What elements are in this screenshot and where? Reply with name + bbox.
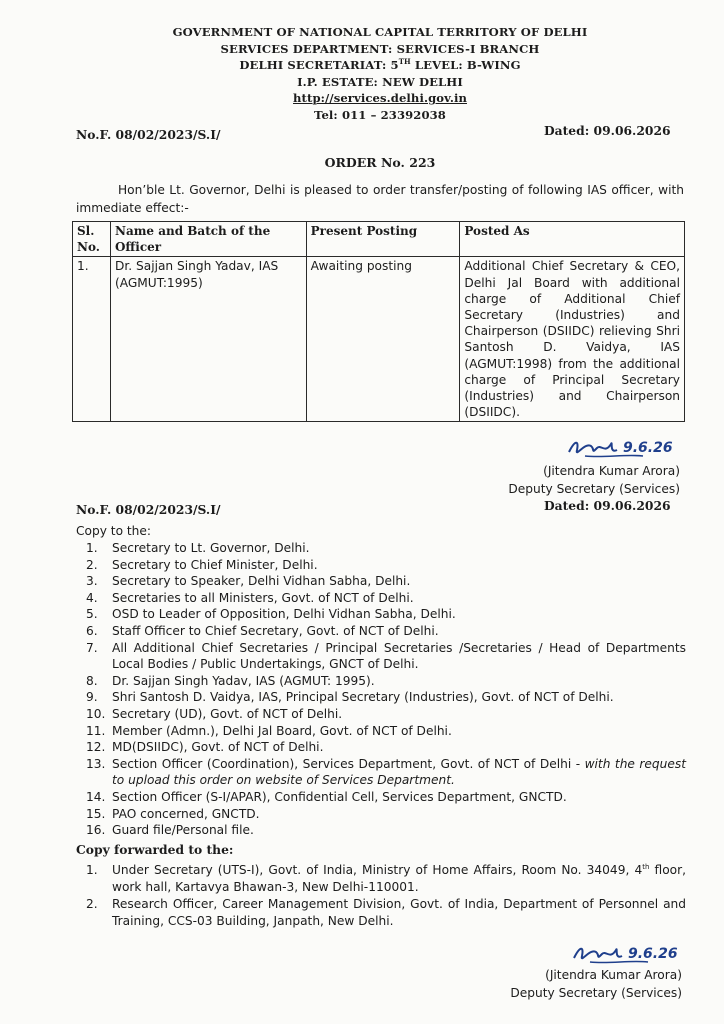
item-text-main: Section Officer (Coordination), Services Department, Govt. of NCT of Delhi -: [112, 756, 585, 771]
handwritten-signature: [570, 938, 690, 966]
item-text: All Additional Chief Secretaries / Principal Secretaries /Secretaries / Head of Departments Local Bodies / Public Undertakings, GNCT of Delhi.: [112, 640, 686, 672]
signatory-name: (Jitendra Kumar Arora): [543, 464, 680, 478]
item-number: 2.: [86, 557, 98, 572]
handwritten-signature: [565, 432, 685, 462]
govt-line: GOVERNMENT OF NATIONAL CAPITAL TERRITORY OF DELHI: [172, 25, 588, 39]
item-text: Shri Santosh D. Vaidya, IAS, Principal Secretary (Industries), Govt. of NCT of Delhi.: [112, 690, 614, 705]
signatory-name: (Jitendra Kumar Arora): [545, 968, 682, 982]
item-text: Guard file/Personal file.: [112, 823, 254, 838]
order-intro-text: Hon’ble Lt. Governor, Delhi is pleased to order transfer/posting of following IAS officer, with immediate effect:-: [76, 183, 684, 215]
item-text-post: floor, work hall, Kartavya Bhawan-3, New Delhi-110001.: [112, 863, 686, 894]
item-number: 8.: [86, 673, 98, 688]
table-row: [73, 257, 685, 422]
item-number: 5.: [86, 607, 98, 622]
item-text-sup: th: [642, 862, 650, 871]
list-item: [76, 756, 686, 789]
copy-date: Dated: 09.06.2026: [544, 498, 671, 513]
item-number: 12.: [86, 740, 106, 755]
estate-line: I.P. ESTATE: NEW DELHI: [297, 74, 463, 89]
list-item: [76, 540, 686, 557]
item-number: 6.: [86, 623, 98, 638]
order-title: ORDER No. 223: [324, 155, 436, 170]
header-name-batch: Name and Batch of the Officer: [110, 222, 306, 257]
item-number: 10.: [86, 706, 106, 721]
item-text: Secretary to Lt. Governor, Delhi.: [112, 541, 310, 555]
copy-forwarded-list: [76, 862, 686, 930]
list-item: [76, 689, 686, 706]
posting-table: [72, 221, 685, 422]
list-item: [76, 862, 686, 896]
item-number: 15.: [86, 806, 106, 821]
department-line: SERVICES DEPARTMENT: SERVICES-I BRANCH: [220, 41, 540, 56]
item-text: Dr. Sajjan Singh Yadav, IAS (AGMUT: 1995).: [112, 673, 375, 688]
cell-present-posting: Awaiting posting: [306, 257, 460, 422]
list-item: [76, 896, 686, 930]
header-present-posting: Present Posting: [306, 222, 460, 257]
item-text: Secretary to Speaker, Delhi Vidhan Sabha, Delhi.: [112, 574, 411, 589]
item-text: MD(DSIIDC), Govt. of NCT of Delhi.: [112, 740, 324, 755]
list-item: [76, 739, 686, 756]
letterhead: [0, 24, 724, 123]
website-link[interactable]: http://services.delhi.gov.in: [293, 91, 467, 105]
telephone-line: Tel: 011 – 23392038: [314, 107, 446, 122]
list-item: [76, 789, 686, 806]
item-number: 7.: [86, 640, 98, 655]
list-item: [76, 590, 686, 607]
list-item: [76, 573, 686, 590]
item-text: Staff Officer to Chief Secretary, Govt. of NCT of Delhi.: [112, 623, 439, 638]
copy-ref-number: No.F. 08/02/2023/S.I/: [76, 502, 221, 517]
signature-block-2: [470, 938, 682, 1002]
item-number: 14.: [86, 789, 106, 804]
copy-forwarded-label: Copy forwarded to the:: [76, 842, 234, 857]
list-item: [76, 673, 686, 690]
item-text: PAO concerned, GNCTD.: [112, 806, 260, 821]
item-text: Secretary (UD), Govt. of NCT of Delhi.: [112, 706, 343, 721]
item-number: 1.: [86, 541, 98, 555]
signatory-designation: Deputy Secretary (Services): [510, 986, 682, 1000]
item-text: Secretaries to all Ministers, Govt. of NCT of Delhi.: [112, 590, 414, 605]
item-number: 13.: [86, 756, 106, 771]
item-number: 2.: [86, 897, 98, 911]
list-item: [76, 557, 686, 574]
list-item: [76, 706, 686, 723]
secretariat-line-sup: TH: [398, 57, 411, 67]
copy-to-label: Copy to the:: [76, 524, 152, 538]
list-item: [76, 606, 686, 623]
item-text: Research Officer, Career Management Division, Govt. of India, Department of Personnel and Training, CCS-03 Building, Janpath, New Delhi.: [112, 897, 686, 928]
secretariat-line-pre: DELHI SECRETARIAT: 5: [239, 58, 399, 72]
item-text: Section Officer (S-I/APAR), Confidential Cell, Services Department, GNCTD.: [112, 789, 567, 804]
item-text: Secretary to Chief Minister, Delhi.: [112, 557, 318, 572]
cell-officer-name: Dr. Sajjan Singh Yadav, IAS (AGMUT:1995): [110, 257, 306, 422]
list-item: [76, 640, 686, 673]
signature-date-scribble: 9.6.26: [628, 946, 678, 962]
copy-to-list: [76, 540, 686, 839]
item-number: 3.: [86, 574, 98, 589]
order-ref-number: No.F. 08/02/2023/S.I/: [76, 127, 221, 142]
list-item: [76, 623, 686, 640]
item-number: 16.: [86, 823, 106, 838]
item-text-pre: Under Secretary (UTS-I), Govt. of India, Ministry of Home Affairs, Room No. 34049, 4: [112, 863, 643, 877]
item-text: [112, 862, 686, 896]
order-date: Dated: 09.06.2026: [544, 123, 671, 138]
table-header-row: [73, 222, 685, 257]
cell-sl-no: 1.: [73, 257, 111, 422]
header-sl-no: Sl. No.: [73, 222, 111, 257]
signatory-designation: Deputy Secretary (Services): [508, 482, 680, 496]
item-number: 4.: [86, 590, 98, 605]
item-number: 1.: [86, 863, 98, 877]
item-text: OSD to Leader of Opposition, Delhi Vidhan Sabha, Delhi.: [112, 607, 456, 622]
signature-block-1: [470, 432, 680, 498]
item-text: [112, 756, 686, 789]
item-text: Member (Admn.), Delhi Jal Board, Govt. of NCT of Delhi.: [112, 723, 452, 738]
list-item: [76, 822, 686, 839]
secretariat-line-post: LEVEL: B-WING: [410, 58, 521, 72]
item-text-italic: with the request to upload this order on website of Services Department.: [112, 756, 686, 788]
signature-date-scribble: 9.6.26: [623, 440, 673, 456]
item-number: 11.: [86, 723, 106, 738]
header-posted-as: Posted As: [460, 222, 685, 257]
list-item: [76, 806, 686, 823]
order-intro: [76, 182, 684, 217]
item-number: 9.: [86, 690, 98, 705]
list-item: [76, 723, 686, 740]
secretariat-line: [0, 57, 724, 74]
cell-posted-as: Additional Chief Secretary & CEO, Delhi Jal Board with additional charge of Additional Chief Secretary (Industries) and Chairperson (DSIIDC) relieving Shri Santosh D. Vaidya, IAS (AGMUT:1998) from the additional charge of Principal Secretary (Industries) and Chairperson (DSIIDC).: [460, 257, 685, 422]
